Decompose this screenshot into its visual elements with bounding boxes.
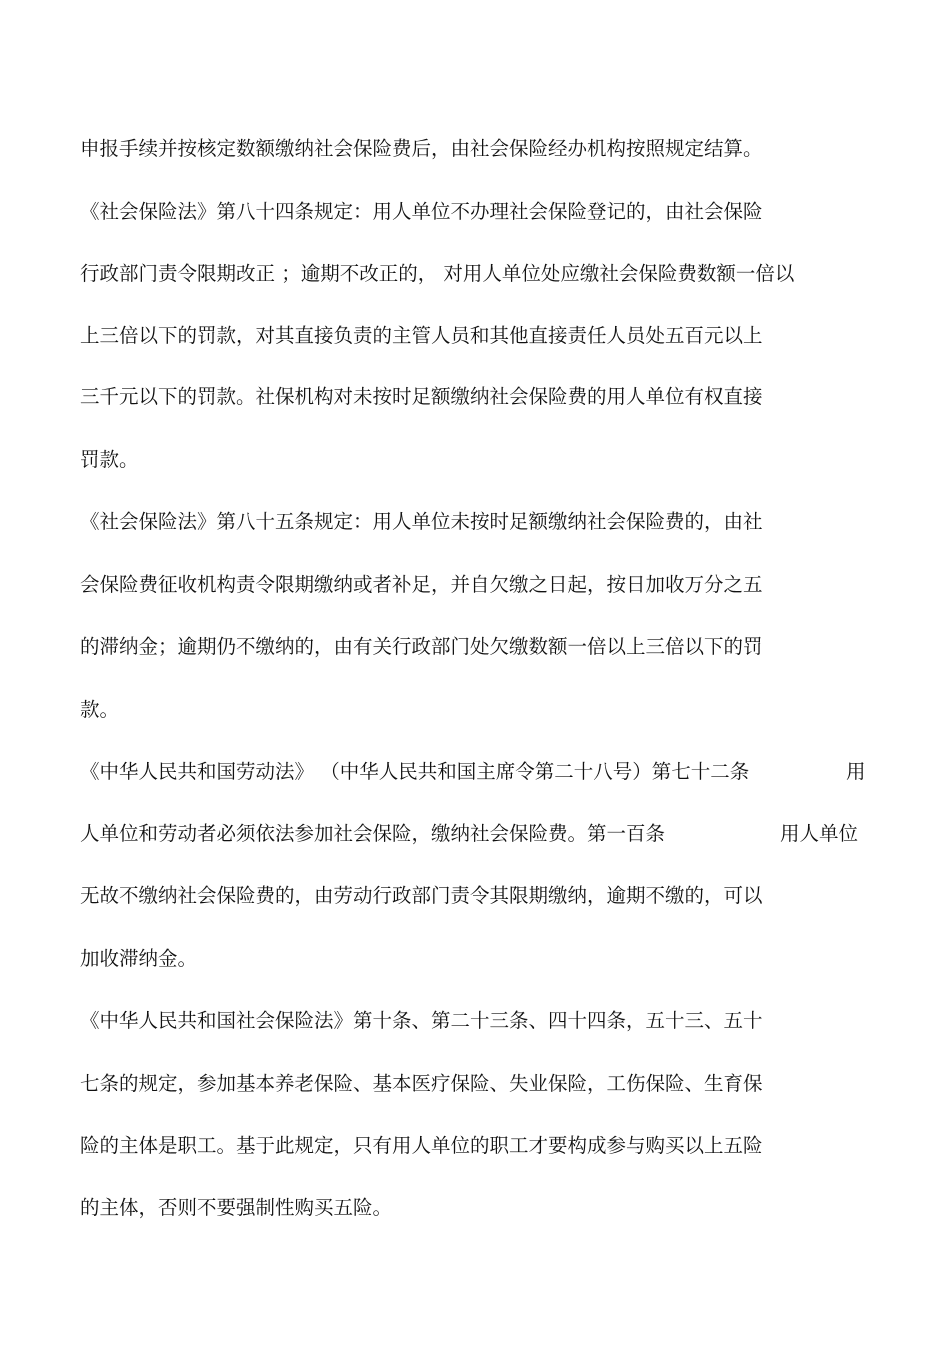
- text-line-5: 三千元以下的罚款。社保机构对未按时足额缴纳社会保险费的用人单位有权直接: [80, 385, 763, 408]
- text-line-4: 上三倍以下的罚款，对其直接负责的主管人员和其他直接责任人员处五百元以上: [80, 324, 763, 347]
- text-line-11-tail: 用: [846, 760, 866, 783]
- text-line-2: 《社会保险法》第八十四条规定：用人单位不办理社会保险登记的，由社会保险: [80, 200, 763, 223]
- text-line-9: 的滞纳金；逾期仍不缴纳的，由有关行政部门处欠缴数额一倍以上三倍以下的罚: [80, 635, 763, 658]
- text-line-3: 行政部门责令限期改正 ；逾期不改正的， 对用人单位处应缴社会保险费数额一倍以: [80, 262, 795, 285]
- text-line-8: 会保险费征收机构责令限期缴纳或者补足，并自欠缴之日起，按日加收万分之五: [80, 573, 763, 596]
- text-line-15: 《中华人民共和国社会保险法》第十条、第二十三条、四十四条，五十三、五十: [80, 1009, 763, 1032]
- text-line-18: 的主体，否则不要强制性购买五险。: [80, 1196, 393, 1219]
- text-line-17: 险的主体是职工。基于此规定，只有用人单位的职工才要构成参与购买以上五险: [80, 1134, 763, 1157]
- text-line-16: 七条的规定，参加基本养老保险、基本医疗保险、失业保险，工伤保险、生育保: [80, 1072, 763, 1095]
- text-line-12: [80, 819, 665, 849]
- text-line-7: 《社会保险法》第八十五条规定：用人单位未按时足额缴纳社会保险费的，由社: [80, 510, 763, 533]
- text-line-6: 罚款。: [80, 448, 139, 471]
- text-line-13: 无故不缴纳社会保险费的，由劳动行政部门责令其限期缴纳，逾期不缴的，可以: [80, 884, 763, 907]
- text-line-11: [80, 757, 749, 787]
- text-line-12-main: 人单位和劳动者必须依法参加社会保险，缴纳社会保险费。第一百条: [80, 822, 666, 845]
- text-line-11-main: 《中华人民共和国劳动法》 （中华人民共和国主席令第二十八号）第七十二条: [80, 760, 750, 783]
- text-line-12-tail: 用人单位: [780, 822, 859, 845]
- text-line-1: 申报手续并按核定数额缴纳社会保险费后，由社会保险经办机构按照规定结算。: [80, 137, 763, 160]
- text-line-10: 款。: [80, 698, 120, 721]
- text-line-14: 加收滞纳金。: [80, 947, 198, 970]
